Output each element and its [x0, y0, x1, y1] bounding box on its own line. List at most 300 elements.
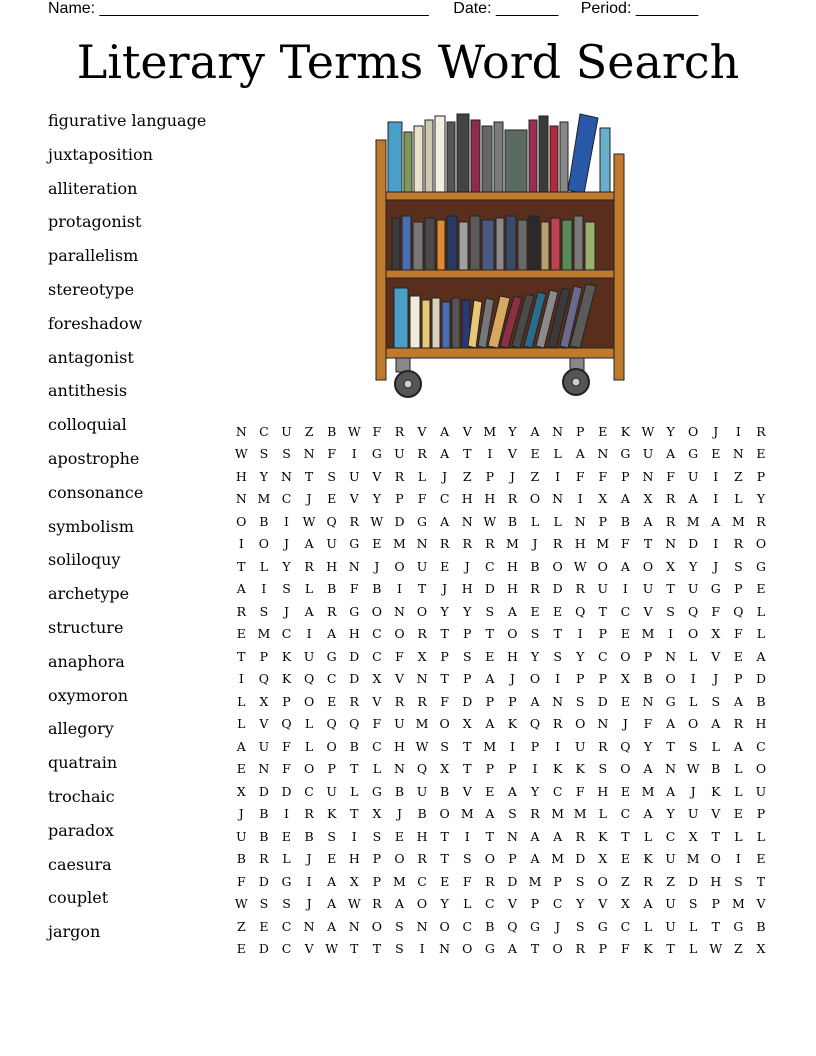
grid-letter[interactable]: G — [371, 783, 382, 799]
grid-letter[interactable]: H — [506, 581, 518, 597]
grid-letter[interactable]: Y — [508, 423, 517, 439]
grid-letter[interactable]: G — [371, 446, 382, 462]
grid-letter[interactable]: G — [326, 648, 337, 664]
grid-letter[interactable]: D — [507, 873, 518, 889]
grid-letter[interactable]: A — [530, 693, 540, 709]
grid-letter[interactable]: O — [665, 671, 676, 687]
grid-letter[interactable]: C — [620, 603, 631, 619]
grid-letter[interactable]: F — [236, 873, 246, 889]
grid-letter[interactable]: Q — [258, 671, 270, 687]
grid-letter[interactable]: I — [735, 423, 741, 439]
grid-letter[interactable]: T — [711, 918, 720, 934]
grid-letter[interactable]: J — [238, 806, 244, 822]
grid-letter[interactable]: U — [394, 716, 405, 732]
grid-letter[interactable]: K — [643, 941, 653, 957]
grid-letter[interactable]: Q — [326, 716, 337, 732]
grid-letter[interactable]: A — [643, 513, 653, 529]
grid-letter[interactable]: M — [731, 513, 745, 529]
grid-letter[interactable]: R — [530, 581, 540, 597]
grid-letter[interactable]: N — [665, 648, 677, 664]
grid-letter[interactable]: B — [756, 918, 766, 934]
grid-letter[interactable]: C — [665, 828, 676, 844]
grid-letter[interactable]: U — [687, 806, 699, 822]
grid-letter[interactable]: N — [303, 446, 315, 462]
grid-letter[interactable]: E — [327, 851, 337, 867]
grid-letter[interactable]: K — [281, 671, 292, 687]
grid-letter[interactable]: E — [485, 648, 495, 664]
grid-letter[interactable]: F — [395, 648, 404, 664]
grid-letter[interactable]: V — [462, 783, 472, 799]
grid-letter[interactable]: J — [690, 783, 696, 799]
grid-letter[interactable]: P — [485, 761, 495, 777]
grid-letter[interactable]: O — [462, 941, 473, 957]
grid-letter[interactable]: R — [485, 873, 495, 889]
grid-letter[interactable]: L — [689, 693, 698, 709]
grid-letter[interactable]: E — [620, 693, 630, 709]
grid-letter[interactable]: P — [575, 671, 585, 687]
grid-letter[interactable]: J — [509, 671, 515, 687]
grid-letter[interactable]: J — [374, 558, 380, 574]
grid-letter[interactable]: D — [575, 851, 586, 867]
grid-letter[interactable]: F — [282, 761, 291, 777]
grid-letter[interactable]: W — [325, 941, 339, 957]
grid-letter[interactable]: T — [711, 828, 720, 844]
grid-letter[interactable]: A — [507, 941, 517, 957]
grid-letter[interactable]: I — [668, 626, 674, 642]
grid-letter[interactable]: E — [733, 806, 743, 822]
grid-letter[interactable]: N — [416, 536, 428, 552]
grid-letter[interactable]: O — [755, 761, 767, 777]
grid-letter[interactable]: X — [236, 783, 246, 799]
grid-letter[interactable]: B — [440, 783, 450, 799]
grid-letter[interactable]: P — [598, 513, 607, 529]
grid-letter[interactable]: Y — [440, 896, 449, 912]
grid-letter[interactable]: O — [597, 558, 608, 574]
grid-letter[interactable]: H — [710, 873, 722, 889]
grid-letter[interactable]: K — [575, 761, 585, 777]
grid-letter[interactable]: L — [689, 941, 698, 957]
grid-letter[interactable]: B — [259, 806, 269, 822]
grid-letter[interactable]: L — [304, 738, 314, 754]
grid-letter[interactable]: D — [258, 783, 269, 799]
grid-letter[interactable]: R — [417, 446, 427, 462]
grid-letter[interactable]: J — [442, 581, 448, 597]
grid-letter[interactable]: R — [349, 513, 359, 529]
grid-letter[interactable]: R — [552, 536, 563, 552]
grid-letter[interactable]: W — [347, 423, 361, 439]
grid-letter[interactable]: A — [620, 558, 630, 574]
grid-letter[interactable]: O — [552, 941, 563, 957]
grid-letter[interactable]: N — [665, 536, 677, 552]
grid-letter[interactable]: D — [597, 693, 608, 709]
grid-letter[interactable]: X — [349, 873, 359, 889]
grid-letter[interactable]: L — [734, 761, 743, 777]
grid-letter[interactable]: P — [711, 896, 720, 912]
grid-letter[interactable]: I — [238, 671, 244, 687]
grid-letter[interactable]: U — [236, 828, 247, 844]
grid-letter[interactable]: P — [282, 693, 291, 709]
grid-letter[interactable]: I — [713, 536, 719, 552]
grid-letter[interactable]: E — [485, 783, 495, 799]
grid-letter[interactable]: E — [711, 446, 721, 462]
grid-letter[interactable]: N — [258, 761, 270, 777]
grid-letter[interactable]: C — [620, 918, 631, 934]
grid-letter[interactable]: O — [258, 536, 270, 552]
grid-letter[interactable]: K — [507, 716, 518, 732]
grid-letter[interactable]: L — [734, 491, 743, 507]
grid-letter[interactable]: A — [733, 738, 743, 754]
grid-letter[interactable]: X — [372, 806, 382, 822]
grid-letter[interactable]: A — [327, 626, 337, 642]
grid-letter[interactable]: R — [304, 558, 314, 574]
grid-letter[interactable]: E — [620, 851, 630, 867]
grid-letter[interactable]: X — [711, 626, 721, 642]
grid-letter[interactable]: O — [688, 423, 699, 439]
grid-letter[interactable]: M — [528, 873, 542, 889]
grid-letter[interactable]: N — [552, 491, 564, 507]
grid-letter[interactable]: I — [261, 581, 267, 597]
grid-letter[interactable]: I — [713, 491, 719, 507]
grid-letter[interactable]: C — [372, 648, 382, 664]
grid-letter[interactable]: R — [394, 423, 405, 439]
grid-letter[interactable]: O — [326, 738, 337, 754]
grid-letter[interactable]: C — [372, 626, 382, 642]
grid-letter[interactable]: N — [393, 761, 405, 777]
grid-letter[interactable]: I — [284, 806, 289, 822]
grid-letter[interactable]: L — [643, 918, 653, 934]
grid-letter[interactable]: D — [281, 783, 292, 799]
grid-letter[interactable]: S — [553, 648, 562, 664]
grid-letter[interactable]: P — [575, 423, 585, 439]
grid-letter[interactable]: R — [575, 941, 585, 957]
grid-letter[interactable]: Z — [734, 468, 743, 484]
grid-letter[interactable]: R — [259, 851, 269, 867]
name-field-label[interactable]: Name: _____________________________________ — [48, 0, 429, 17]
grid-letter[interactable]: Z — [236, 918, 246, 934]
grid-letter[interactable]: Q — [575, 603, 586, 619]
grid-letter[interactable]: U — [687, 581, 699, 597]
grid-letter[interactable]: C — [372, 738, 382, 754]
grid-letter[interactable]: N — [665, 761, 677, 777]
grid-letter[interactable]: H — [755, 716, 767, 732]
grid-letter[interactable]: S — [575, 873, 585, 889]
grid-letter[interactable]: S — [462, 851, 472, 867]
grid-letter[interactable]: E — [553, 603, 563, 619]
grid-letter[interactable]: Y — [259, 468, 269, 484]
grid-letter[interactable]: C — [485, 896, 495, 912]
grid-letter[interactable]: A — [440, 423, 450, 439]
grid-letter[interactable]: A — [530, 851, 540, 867]
grid-letter[interactable]: Y — [666, 806, 675, 822]
grid-letter[interactable]: O — [371, 603, 382, 619]
grid-letter[interactable]: T — [440, 626, 449, 642]
grid-letter[interactable]: R — [372, 896, 382, 912]
grid-letter[interactable]: Y — [463, 603, 472, 619]
grid-letter[interactable]: R — [665, 513, 676, 529]
grid-letter[interactable]: P — [621, 468, 630, 484]
grid-letter[interactable]: C — [281, 626, 292, 642]
grid-letter[interactable]: Q — [529, 716, 541, 732]
grid-letter[interactable]: N — [597, 716, 609, 732]
grid-letter[interactable]: L — [237, 693, 246, 709]
grid-letter[interactable]: D — [258, 873, 269, 889]
grid-letter[interactable]: I — [351, 446, 357, 462]
grid-letter[interactable]: W — [415, 738, 429, 754]
grid-letter[interactable]: W — [686, 761, 700, 777]
grid-letter[interactable]: I — [622, 581, 628, 597]
grid-letter[interactable]: H — [461, 581, 473, 597]
grid-letter[interactable]: T — [350, 806, 359, 822]
grid-letter[interactable]: L — [756, 603, 766, 619]
grid-letter[interactable]: E — [394, 828, 405, 844]
grid-letter[interactable]: E — [372, 536, 382, 552]
grid-letter[interactable]: P — [530, 738, 540, 754]
grid-letter[interactable]: W — [641, 423, 655, 439]
grid-letter[interactable]: C — [620, 806, 631, 822]
grid-letter[interactable]: U — [258, 738, 270, 754]
grid-letter[interactable]: H — [506, 558, 518, 574]
grid-letter[interactable]: Q — [416, 761, 428, 777]
grid-letter[interactable]: O — [439, 918, 450, 934]
grid-letter[interactable]: B — [259, 513, 269, 529]
grid-letter[interactable]: A — [530, 828, 540, 844]
grid-letter[interactable]: N — [281, 468, 292, 484]
grid-letter[interactable]: I — [577, 626, 583, 642]
grid-letter[interactable]: U — [642, 446, 654, 462]
grid-letter[interactable]: R — [236, 603, 246, 619]
grid-letter[interactable]: L — [689, 648, 698, 664]
grid-letter[interactable]: T — [237, 648, 246, 664]
grid-letter[interactable]: M — [641, 783, 655, 799]
grid-letter[interactable]: T — [463, 761, 472, 777]
grid-letter[interactable]: N — [235, 491, 247, 507]
grid-letter[interactable]: L — [689, 918, 698, 934]
grid-letter[interactable]: B — [259, 828, 269, 844]
grid-letter[interactable]: P — [259, 648, 269, 664]
grid-letter[interactable]: Y — [440, 603, 449, 619]
grid-letter[interactable]: J — [306, 851, 312, 867]
grid-letter[interactable]: Q — [620, 738, 631, 754]
grid-letter[interactable]: A — [304, 603, 314, 619]
grid-letter[interactable]: A — [394, 896, 404, 912]
grid-letter[interactable]: A — [643, 761, 653, 777]
grid-letter[interactable]: N — [416, 918, 428, 934]
grid-letter[interactable]: C — [281, 918, 292, 934]
grid-letter[interactable]: V — [259, 716, 269, 732]
grid-letter[interactable]: E — [236, 761, 246, 777]
grid-letter[interactable]: A — [440, 446, 450, 462]
grid-letter[interactable]: L — [530, 513, 540, 529]
grid-letter[interactable]: P — [756, 468, 766, 484]
grid-letter[interactable]: R — [733, 716, 744, 732]
grid-letter[interactable]: A — [575, 446, 585, 462]
grid-letter[interactable]: M — [257, 626, 271, 642]
grid-letter[interactable]: F — [575, 783, 585, 799]
grid-letter[interactable]: J — [555, 918, 561, 934]
grid-letter[interactable]: M — [686, 513, 700, 529]
grid-letter[interactable]: R — [326, 603, 337, 619]
grid-letter[interactable]: O — [755, 536, 767, 552]
grid-letter[interactable]: M — [483, 738, 497, 754]
grid-letter[interactable]: U — [665, 851, 676, 867]
grid-letter[interactable]: N — [348, 558, 360, 574]
grid-letter[interactable]: D — [552, 581, 563, 597]
grid-letter[interactable]: W — [709, 941, 723, 957]
grid-letter[interactable]: Z — [462, 468, 472, 484]
grid-letter[interactable]: O — [620, 648, 631, 664]
grid-letter[interactable]: T — [372, 941, 382, 957]
grid-letter[interactable]: T — [643, 536, 653, 552]
grid-letter[interactable]: F — [575, 468, 585, 484]
grid-letter[interactable]: B — [507, 513, 518, 529]
grid-letter[interactable]: E — [281, 828, 292, 844]
grid-letter[interactable]: V — [349, 491, 359, 507]
grid-letter[interactable]: Y — [643, 738, 653, 754]
grid-letter[interactable]: T — [350, 941, 359, 957]
grid-letter[interactable]: P — [372, 851, 382, 867]
grid-letter[interactable]: N — [732, 446, 744, 462]
grid-letter[interactable]: C — [552, 896, 563, 912]
grid-letter[interactable]: R — [394, 693, 405, 709]
grid-letter[interactable]: J — [464, 558, 470, 574]
grid-letter[interactable]: I — [509, 738, 515, 754]
grid-letter[interactable]: O — [394, 626, 405, 642]
grid-letter[interactable]: R — [552, 716, 563, 732]
grid-letter[interactable]: Q — [326, 513, 337, 529]
grid-letter[interactable]: Y — [666, 423, 675, 439]
grid-letter[interactable]: F — [666, 468, 675, 484]
grid-letter[interactable]: L — [711, 738, 720, 754]
grid-letter[interactable]: M — [731, 896, 745, 912]
grid-letter[interactable]: N — [348, 918, 360, 934]
grid-letter[interactable]: J — [306, 896, 312, 912]
grid-letter[interactable]: V — [507, 896, 517, 912]
grid-letter[interactable]: N — [552, 423, 564, 439]
grid-letter[interactable]: D — [349, 648, 360, 664]
grid-letter[interactable]: I — [419, 941, 425, 957]
grid-letter[interactable]: F — [598, 468, 608, 484]
grid-letter[interactable]: E — [236, 941, 246, 957]
grid-letter[interactable]: Z — [734, 941, 743, 957]
grid-letter[interactable]: Y — [530, 648, 540, 664]
grid-letter[interactable]: B — [236, 851, 246, 867]
grid-letter[interactable]: C — [756, 738, 766, 754]
grid-letter[interactable]: O — [394, 851, 405, 867]
grid-letter[interactable]: U — [416, 783, 428, 799]
grid-letter[interactable]: V — [417, 423, 427, 439]
grid-letter[interactable]: O — [484, 851, 495, 867]
grid-letter[interactable]: A — [327, 896, 337, 912]
grid-letter[interactable]: A — [485, 671, 495, 687]
grid-letter[interactable]: M — [641, 626, 655, 642]
grid-letter[interactable]: A — [236, 738, 246, 754]
grid-letter[interactable]: C — [417, 873, 427, 889]
grid-letter[interactable]: K — [327, 806, 337, 822]
grid-letter[interactable]: S — [440, 738, 449, 754]
grid-letter[interactable]: U — [281, 423, 292, 439]
grid-letter[interactable]: R — [507, 491, 518, 507]
grid-letter[interactable]: X — [620, 671, 630, 687]
grid-letter[interactable]: K — [598, 828, 608, 844]
period-field-label[interactable]: Period: _______ — [580, 0, 699, 17]
grid-letter[interactable]: P — [372, 873, 382, 889]
grid-letter[interactable]: L — [553, 446, 562, 462]
grid-letter[interactable]: G — [530, 918, 541, 934]
grid-letter[interactable]: A — [620, 491, 630, 507]
grid-letter[interactable]: O — [236, 513, 247, 529]
grid-letter[interactable]: B — [304, 828, 314, 844]
grid-letter[interactable]: O — [507, 626, 518, 642]
grid-letter[interactable]: L — [304, 716, 314, 732]
grid-letter[interactable]: N — [416, 671, 428, 687]
grid-letter[interactable]: P — [508, 693, 517, 709]
grid-letter[interactable]: B — [327, 423, 337, 439]
grid-letter[interactable]: K — [281, 648, 292, 664]
grid-letter[interactable]: W — [370, 513, 384, 529]
grid-letter[interactable]: N — [597, 446, 609, 462]
grid-letter[interactable]: P — [553, 873, 562, 889]
grid-letter[interactable]: J — [713, 558, 719, 574]
grid-letter[interactable]: M — [393, 873, 406, 889]
grid-letter[interactable]: G — [665, 693, 676, 709]
grid-letter[interactable]: H — [348, 851, 360, 867]
grid-letter[interactable]: R — [394, 468, 405, 484]
grid-letter[interactable]: N — [552, 693, 564, 709]
grid-letter[interactable]: P — [598, 671, 607, 687]
grid-letter[interactable]: I — [396, 581, 402, 597]
grid-letter[interactable]: M — [393, 536, 406, 552]
grid-letter[interactable]: G — [620, 446, 631, 462]
grid-letter[interactable]: I — [464, 828, 470, 844]
grid-letter[interactable]: Q — [281, 716, 292, 732]
grid-letter[interactable]: U — [394, 446, 405, 462]
grid-letter[interactable]: B — [643, 671, 653, 687]
grid-letter[interactable]: Q — [349, 716, 360, 732]
grid-letter[interactable]: U — [326, 536, 337, 552]
grid-letter[interactable]: V — [394, 671, 404, 687]
grid-letter[interactable]: V — [372, 468, 382, 484]
grid-letter[interactable]: A — [327, 873, 337, 889]
grid-letter[interactable]: A — [236, 581, 246, 597]
grid-letter[interactable]: G — [597, 918, 608, 934]
grid-letter[interactable]: S — [508, 806, 517, 822]
grid-letter[interactable]: I — [284, 513, 289, 529]
grid-letter[interactable]: E — [327, 693, 337, 709]
grid-letter[interactable]: G — [484, 941, 495, 957]
grid-letter[interactable]: X — [417, 648, 427, 664]
grid-letter[interactable]: L — [304, 581, 314, 597]
grid-letter[interactable]: E — [733, 648, 743, 664]
grid-letter[interactable]: T — [485, 626, 494, 642]
grid-letter[interactable]: F — [372, 423, 382, 439]
grid-letter[interactable]: O — [575, 716, 586, 732]
grid-letter[interactable]: A — [666, 446, 676, 462]
grid-letter[interactable]: P — [734, 581, 743, 597]
grid-letter[interactable]: R — [575, 828, 585, 844]
grid-letter[interactable]: A — [711, 513, 721, 529]
grid-letter[interactable]: B — [349, 738, 359, 754]
grid-letter[interactable]: H — [574, 536, 586, 552]
grid-letter[interactable]: H — [461, 491, 473, 507]
grid-letter[interactable]: H — [506, 648, 518, 664]
grid-letter[interactable]: R — [304, 806, 314, 822]
grid-letter[interactable]: M — [460, 806, 474, 822]
grid-letter[interactable]: O — [394, 558, 405, 574]
grid-letter[interactable]: Y — [576, 648, 585, 664]
grid-letter[interactable]: P — [463, 671, 472, 687]
grid-letter[interactable]: J — [306, 491, 312, 507]
grid-letter[interactable]: K — [620, 423, 631, 439]
